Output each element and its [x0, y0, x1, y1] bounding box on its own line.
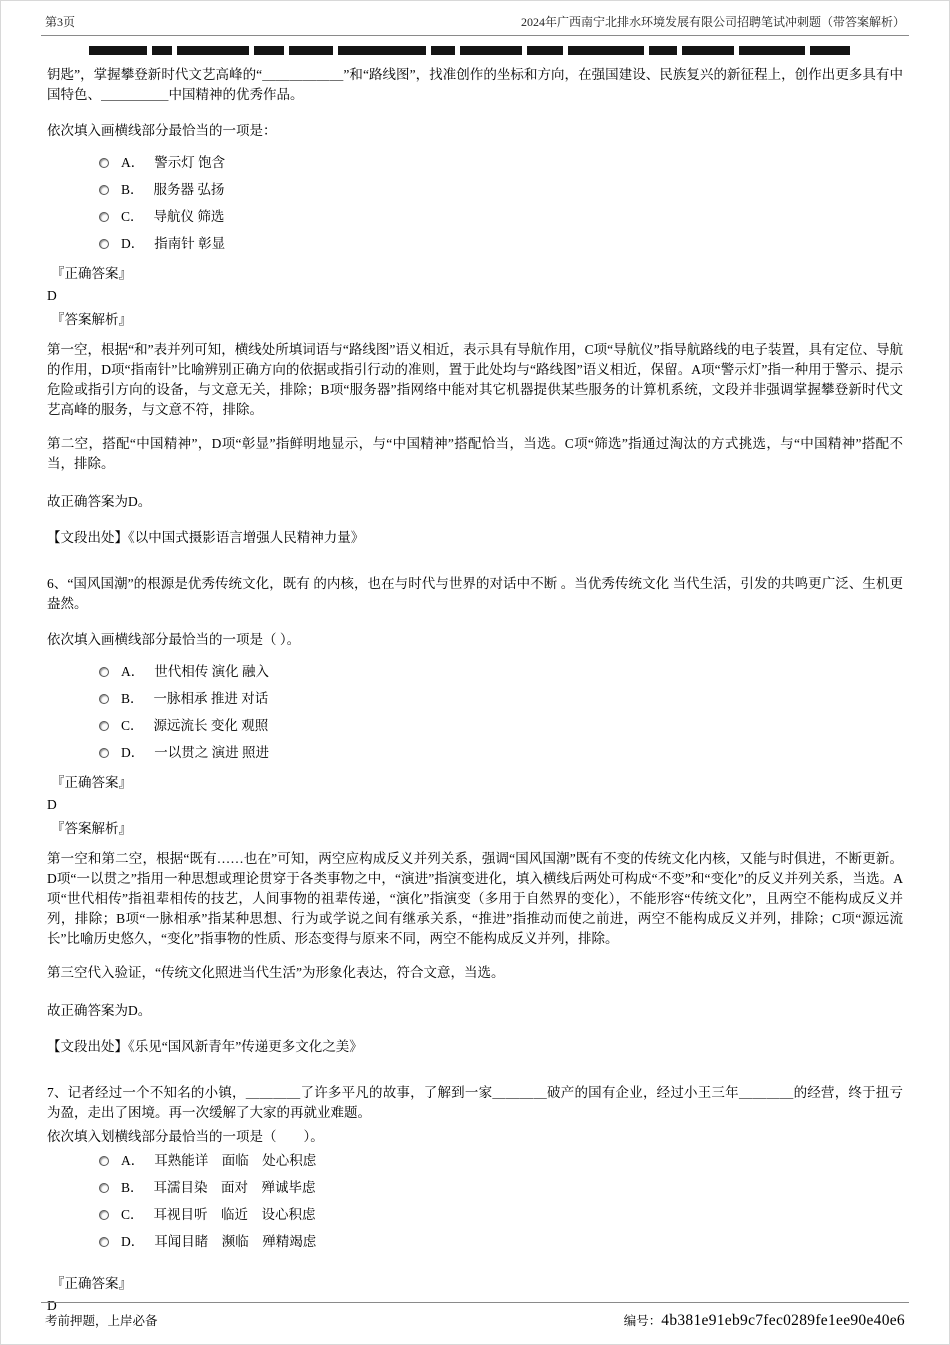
q7-options [99, 1151, 903, 1252]
q7-option-d[interactable] [99, 1232, 903, 1252]
q6-option-d[interactable] [99, 743, 903, 763]
q6-option-b[interactable] [99, 689, 903, 709]
q6-prompt: 依次填入画横线部分最恰当的一项是（ ）。 [47, 632, 301, 647]
option-label: A． [121, 1153, 145, 1168]
radio-button-icon[interactable] [99, 667, 109, 677]
option-label: D． [121, 236, 145, 251]
radio-button-icon[interactable] [99, 239, 109, 249]
q6-conclusion: 故正确答案为D。 [47, 1003, 152, 1018]
radio-button-icon[interactable] [99, 721, 109, 731]
q5-option-c[interactable] [99, 207, 903, 227]
option-text: 耳视目听 临近 设心积虑 [153, 1207, 316, 1222]
option-text: 指南针 彰显 [154, 236, 226, 251]
footer-slogan: 考前押题，上岸必备 [45, 1314, 158, 1328]
radio-button-icon[interactable] [99, 212, 109, 222]
page-content [1, 65, 949, 1316]
q6-option-c[interactable] [99, 716, 903, 736]
option-label: A． [121, 664, 145, 679]
q6-options [99, 662, 903, 763]
q6-option-a[interactable] [99, 662, 903, 682]
option-text: 导航仪 筛选 [153, 209, 225, 224]
q5-source: 【文段出处】《以中国式摄影语言增强人民精神力量》 [47, 530, 365, 545]
option-text: 一以贯之 演进 照进 [154, 745, 269, 760]
radio-button-icon[interactable] [99, 158, 109, 168]
q6-intro: 6、“国风国潮”的根源是优秀传统文化，既有 的内核，也在与时代与世界的对话中不断 。当优秀传统文化 当代生活，引发的共鸣更广泛、生机更盎然。 [47, 576, 903, 611]
q5-options [99, 153, 903, 254]
option-text: 世代相传 演化 融入 [154, 664, 269, 679]
footer-code-block [624, 1311, 905, 1330]
option-text: 耳熟能详 面临 处心积虑 [154, 1153, 317, 1168]
footer-code-value: 4b381e91eb9c7fec0289fe1ee90e40e6 [661, 1312, 905, 1329]
q7-prompt: 依次填入划横线部分最恰当的一项是（ ）。 [47, 1129, 324, 1144]
option-text: 服务器 弘扬 [153, 182, 225, 197]
option-label: C． [121, 1207, 144, 1222]
option-label: D． [121, 745, 145, 760]
q5-prompt: 依次填入画横线部分最恰当的一项是： [47, 123, 277, 138]
q5-option-d[interactable] [99, 234, 903, 254]
q5-option-b[interactable] [99, 180, 903, 200]
radio-button-icon[interactable] [99, 748, 109, 758]
redacted-text-line [89, 45, 905, 55]
radio-button-icon[interactable] [99, 1156, 109, 1166]
option-label: C． [121, 209, 144, 224]
q6-answer: D [47, 797, 57, 812]
q7-option-b[interactable] [99, 1178, 903, 1198]
q6-source: 【文段出处】《乐见“国风新青年”传递更多文化之美》 [47, 1039, 363, 1054]
q6-correct-answer-label: 『正确答案』 [51, 775, 132, 790]
page-header [41, 1, 909, 36]
page-footer [41, 1302, 909, 1344]
option-label: A． [121, 155, 145, 170]
option-label: B． [121, 1180, 144, 1195]
document-title: 2024年广西南宁北排水环境发展有限公司招聘笔试冲刺题（带答案解析） [520, 15, 905, 29]
q7-option-c[interactable] [99, 1205, 903, 1225]
q6-analysis-label: 『答案解析』 [51, 821, 132, 836]
option-label: C． [121, 718, 144, 733]
q5-intro: 钥匙”，掌握攀登新时代文艺高峰的“＿＿＿＿＿＿”和“路线图”，找准创作的坐标和方向，在强国建设、民族复兴的新征程上，创作出更多具有中国特色、＿＿＿＿＿中国精神的优秀作品。 [47, 67, 903, 102]
page-number-label: 第3页 [45, 15, 76, 29]
q6-analysis-para2: 第三空代入验证，“传统文化照进当代生活”为形象化表达，符合文意，当选。 [47, 965, 505, 980]
q5-analysis-para2: 第二空，搭配“中国精神”，D项“彰显”指鲜明地显示，与“中国精神”搭配恰当，当选。C项“筛选”指通过淘汰的方式挑选，与“中国精神”搭配不当，排除。 [47, 436, 903, 471]
q7-option-a[interactable] [99, 1151, 903, 1171]
radio-button-icon[interactable] [99, 1210, 109, 1220]
q5-conclusion: 故正确答案为D。 [47, 494, 152, 509]
q7-answer: D [47, 1298, 57, 1313]
q7-correct-answer-label: 『正确答案』 [51, 1276, 132, 1291]
option-label: D． [121, 1234, 145, 1249]
q6-analysis-para1: 第一空和第二空，根据“既有……也在”可知，两空应构成反义并列关系，强调“国风国潮”既有不变的传统文化内核，又能与时俱进，不断更新。D项“一以贯之”指用一种思想或理论贯穿于各类事物之中，“演进”指演变进化，填入横线后两处可构成“不变”和“变化”的反义并列关系，当选。A项“世代相传”指祖辈相传的技艺，人间事物的祖辈传递，“演化”指演变（多用于自然界的变化），不能形容“传统文化”，且两空不能构成反义并列，排除；B项“一脉相承”指某种思想、行为或学说之间有继承关系，“推进”指推动而使之前进，两空不能构成反义并列，排除；C项“源远流长”比喻历史悠久，“变化”指事物的性质、形态变得与原来不同，两空不能构成反义并列，排除。 [47, 851, 903, 946]
option-text: 警示灯 饱含 [154, 155, 226, 170]
q5-answer: D [47, 288, 57, 303]
option-label: B． [121, 182, 144, 197]
q5-analysis-para1: 第一空，根据“和”表并列可知，横线处所填词语与“路线图”语义相近，表示具有导航作用，C项“导航仪”指导航路线的电子装置，具有定位、导航的作用，D项“指南针”比喻辨别正确方向的依据或指引行动的准则，置于此处均与“路线图”语义相近，保留。A项“警示灯”指一种用于警示、提示危险或指引方向的设备，与文意无关，排除；B项“服务器”指网络中能对其它机器提供某些服务的计算机系统，文段并非强调掌握攀登新时代文艺高峰的服务，与文意不符，排除。 [47, 342, 903, 417]
radio-button-icon[interactable] [99, 1183, 109, 1193]
option-text: 耳闻目睹 濒临 殚精竭虑 [154, 1234, 317, 1249]
q5-option-a[interactable] [99, 153, 903, 173]
radio-button-icon[interactable] [99, 185, 109, 195]
option-text: 耳濡目染 面对 殚诚毕虑 [153, 1180, 316, 1195]
option-label: B． [121, 691, 144, 706]
option-text: 源远流长 变化 观照 [153, 718, 269, 733]
q7-intro: 7、记者经过一个不知名的小镇，＿＿＿＿了许多平凡的故事，了解到一家＿＿＿＿破产的国有企业，经过小王三年＿＿＿＿的经营，终于扭亏为盈，走出了困境。再一次缓解了大家的再就业难题。 [47, 1085, 903, 1120]
footer-code-label: 编号： [623, 1314, 662, 1328]
q5-analysis-label: 『答案解析』 [51, 312, 132, 327]
radio-button-icon[interactable] [99, 694, 109, 704]
radio-button-icon[interactable] [99, 1237, 109, 1247]
q5-correct-answer-label: 『正确答案』 [51, 266, 132, 281]
option-text: 一脉相承 推进 对话 [153, 691, 269, 706]
